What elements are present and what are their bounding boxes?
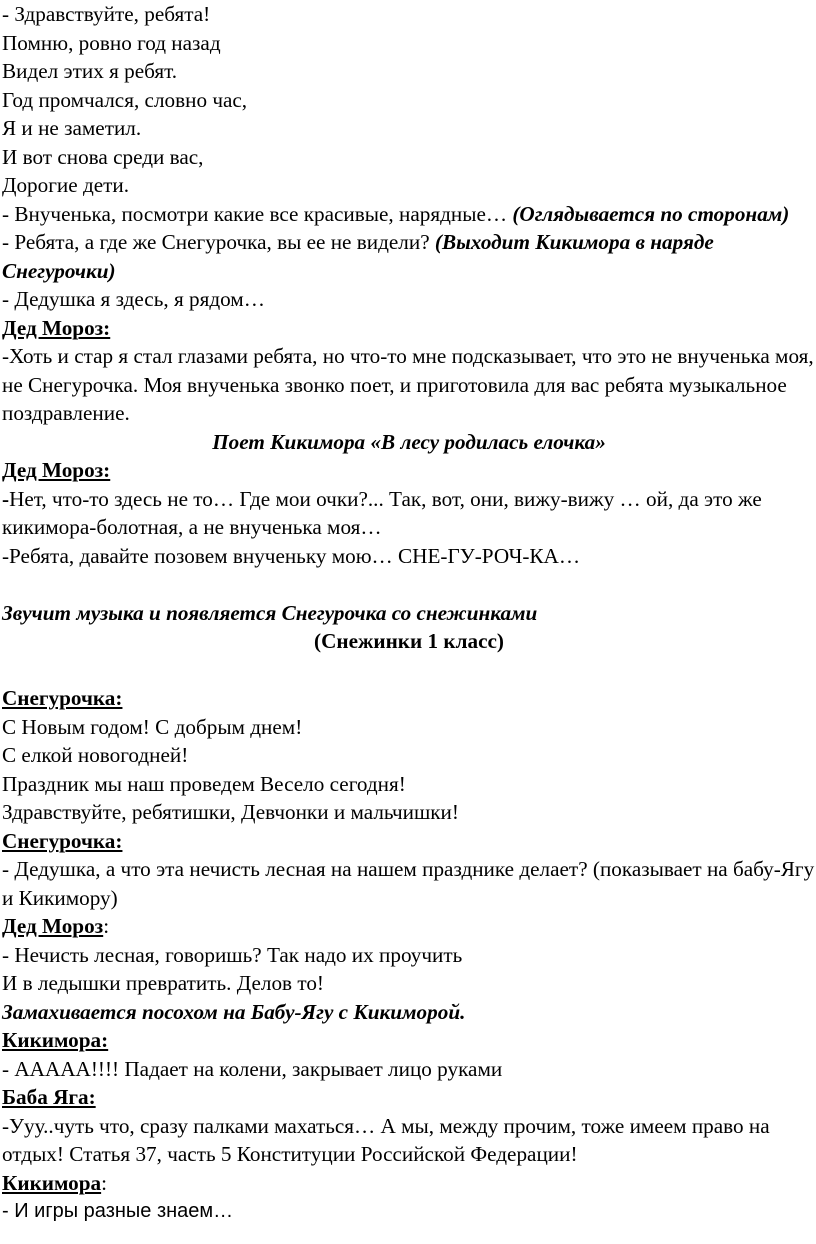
text-line: Год промчался, словно час, bbox=[2, 87, 248, 112]
text-line: - ААААА!!!! Падает на колени, закрывает лицо руками bbox=[2, 1056, 503, 1081]
text-paragraph: -Хоть и стар я стал глазами ребята, но что-то мне подсказывает, что это не внученька моя, не Снегурочка. Моя внученька звонко поет, и приготовила для вас ребята музыкальное поздравление. bbox=[2, 344, 814, 425]
stage-direction: Поет Кикимора «В лесу родилась елочка» bbox=[212, 429, 606, 454]
text-line: Праздник мы наш проведем Весело сегодня! bbox=[2, 771, 406, 796]
stage-direction: (Оглядывается по сторонам) bbox=[512, 201, 790, 226]
speaker-heading: Снегурочка: bbox=[2, 686, 123, 710]
text-line: - Здравствуйте, ребята! bbox=[2, 2, 211, 26]
blank-line bbox=[2, 570, 816, 599]
speaker-heading: Дед Мороз: bbox=[2, 315, 111, 340]
text-line: Я и не заметил. bbox=[2, 116, 142, 140]
text-line: - Нечисть лесная, говоришь? Так надо их проучить bbox=[2, 942, 463, 967]
dialogue-text: - Ребята, а где же Снегурочка, вы ее не видели? bbox=[2, 230, 435, 254]
dash-mark: - bbox=[2, 486, 10, 511]
text-line: И вот снова среди вас, bbox=[2, 144, 204, 169]
text-line: -Ребята, давайте позовем внученьку мою… СНЕ-ГУ-РОЧ-КА… bbox=[2, 543, 581, 568]
text-line: - И игры разные знаем… bbox=[2, 1200, 234, 1222]
dialogue-text: - Внученька, посмотри какие все красивые, нарядные… bbox=[2, 201, 513, 226]
speaker-heading: Кикимора: bbox=[2, 1028, 109, 1052]
text-paragraph bbox=[2, 485, 816, 542]
text-line: - Дедушка я здесь, я рядом… bbox=[2, 287, 265, 311]
text-paragraph bbox=[2, 200, 816, 229]
speaker-heading: Баба Яга: bbox=[2, 1085, 96, 1109]
stage-direction: Звучит музыка и появляется Снегурочка со снежинками bbox=[2, 600, 538, 625]
text-paragraph bbox=[2, 228, 816, 285]
speaker-heading: Дед Мороз bbox=[2, 914, 104, 938]
stage-note: (Снежинки 1 класс) bbox=[314, 629, 504, 653]
text-line: Дорогие дети. bbox=[2, 173, 130, 197]
speaker-heading: Кикимора bbox=[2, 1170, 102, 1195]
stage-direction: Замахивается посохом на Бабу-Ягу с Кикиморой. bbox=[2, 999, 466, 1024]
text-paragraph: - Дедушка, а что эта нечисть лесная на нашем празднике делает? (показывает на бабу-Ягу и Кикимору) bbox=[2, 857, 815, 910]
speaker-heading: Снегурочка: bbox=[2, 828, 123, 853]
text-line: Помню, ровно год назад bbox=[2, 30, 221, 55]
text-line: И в ледышки превратить. Делов то! bbox=[2, 971, 324, 995]
text-line: С елкой новогодней! bbox=[2, 743, 189, 767]
speaker-heading-line bbox=[2, 1169, 816, 1198]
stage-direction: (Выходит Кикимора в наряде Снегурочки) bbox=[2, 230, 714, 283]
text-line: С Новым годом! С добрым днем! bbox=[2, 714, 303, 739]
blank-line bbox=[2, 656, 816, 685]
dialogue-text: Нет, что-то здесь не то… Где мои очки?... Так, вот, они, вижу-вижу … ой, да это же кикимора-болотная, а не внученька моя… bbox=[2, 486, 762, 539]
speaker-heading-line bbox=[2, 912, 816, 941]
speaker-colon: : bbox=[101, 1170, 107, 1195]
text-line: Видел этих я ребят. bbox=[2, 59, 178, 83]
text-paragraph: -Ууу..чуть что, сразу палками махаться… А мы, между прочим, тоже имеем право на отдых! Статья 37, часть 5 Конституции Российской Федерации! bbox=[2, 1113, 770, 1166]
speaker-colon: : bbox=[103, 914, 110, 938]
speaker-heading: Дед Мороз: bbox=[2, 458, 111, 482]
text-line: Здравствуйте, ребятишки, Девчонки и мальчишки! bbox=[2, 800, 459, 824]
